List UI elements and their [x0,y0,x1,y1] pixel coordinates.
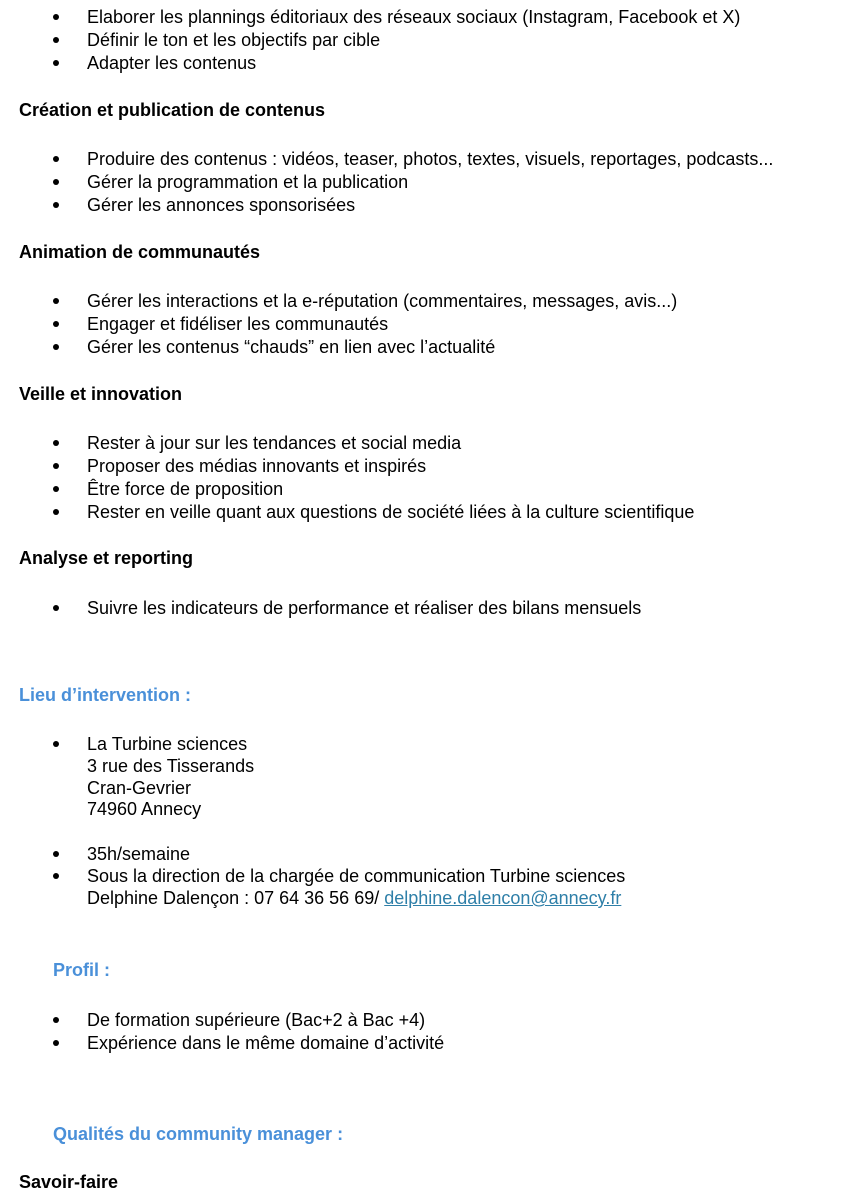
bullet-icon [53,851,59,857]
bullet-icon [53,873,59,879]
section-heading-analyse: Analyse et reporting [19,548,194,568]
bullet-icon [53,156,59,162]
bullet-icon [53,463,59,469]
bullet-icon [53,509,59,515]
profil-heading: Profil : [53,960,110,980]
list-item: Être force de proposition [87,479,284,499]
list-item: Expérience dans le même domaine d’activité [87,1033,445,1053]
list-item: Elaborer les plannings éditoriaux des réseaux sociaux (Instagram, Facebook et X) [87,7,741,27]
section-heading-creation: Création et publication de contenus [19,100,326,120]
bullet-icon [53,440,59,446]
address-city: 74960 Annecy [87,799,202,819]
lieu-heading: Lieu d’intervention : [19,685,192,705]
qualites-heading: Qualités du community manager : [53,1124,344,1144]
list-item: Rester en veille quant aux questions de société liées à la culture scientifique [87,502,695,522]
bullet-icon [53,486,59,492]
list-item: Gérer les contenus “chauds” en lien avec l’actualité [87,337,496,357]
list-item: Gérer les interactions et la e-réputation (commentaires, messages, avis...) [87,291,678,311]
address-street: 3 rue des Tisserands [87,756,255,776]
email-link[interactable]: delphine.dalencon@annecy.fr [384,888,622,908]
list-item: Gérer les annonces sponsorisées [87,195,356,215]
section-heading-veille: Veille et innovation [19,384,183,404]
bullet-icon [53,605,59,611]
list-item: Engager et fidéliser les communautés [87,314,389,334]
address-district: Cran-Gevrier [87,778,192,798]
bullet-icon [53,37,59,43]
list-item: Adapter les contenus [87,53,257,73]
list-item: Rester à jour sur les tendances et social media [87,433,462,453]
bullet-icon [53,179,59,185]
bullet-icon [53,321,59,327]
section-heading-animation: Animation de communautés [19,242,261,262]
list-item: Suivre les indicateurs de performance et réaliser des bilans mensuels [87,598,642,618]
bullet-icon [53,344,59,350]
bullet-icon [53,60,59,66]
bullet-icon [53,298,59,304]
direction: Sous la direction de la chargée de communication Turbine sciences [87,866,626,886]
address-name: La Turbine sciences [87,734,248,754]
bullet-icon [53,1017,59,1023]
bullet-icon [53,202,59,208]
bullet-icon [53,741,59,747]
contact-prefix: Delphine Dalençon : 07 64 36 56 69/ [87,888,385,908]
bullet-icon [53,14,59,20]
list-item: De formation supérieure (Bac+2 à Bac +4) [87,1010,426,1030]
contact-line [87,887,621,910]
list-item: Gérer la programmation et la publication [87,172,409,192]
list-item: Proposer des médias innovants et inspirés [87,456,427,476]
savoir-faire-heading: Savoir-faire [19,1172,119,1192]
list-item: Définir le ton et les objectifs par cible [87,30,381,50]
list-item: Produire des contenus : vidéos, teaser, photos, textes, visuels, reportages, podcasts... [87,149,774,169]
hours: 35h/semaine [87,844,191,864]
bullet-icon [53,1040,59,1046]
